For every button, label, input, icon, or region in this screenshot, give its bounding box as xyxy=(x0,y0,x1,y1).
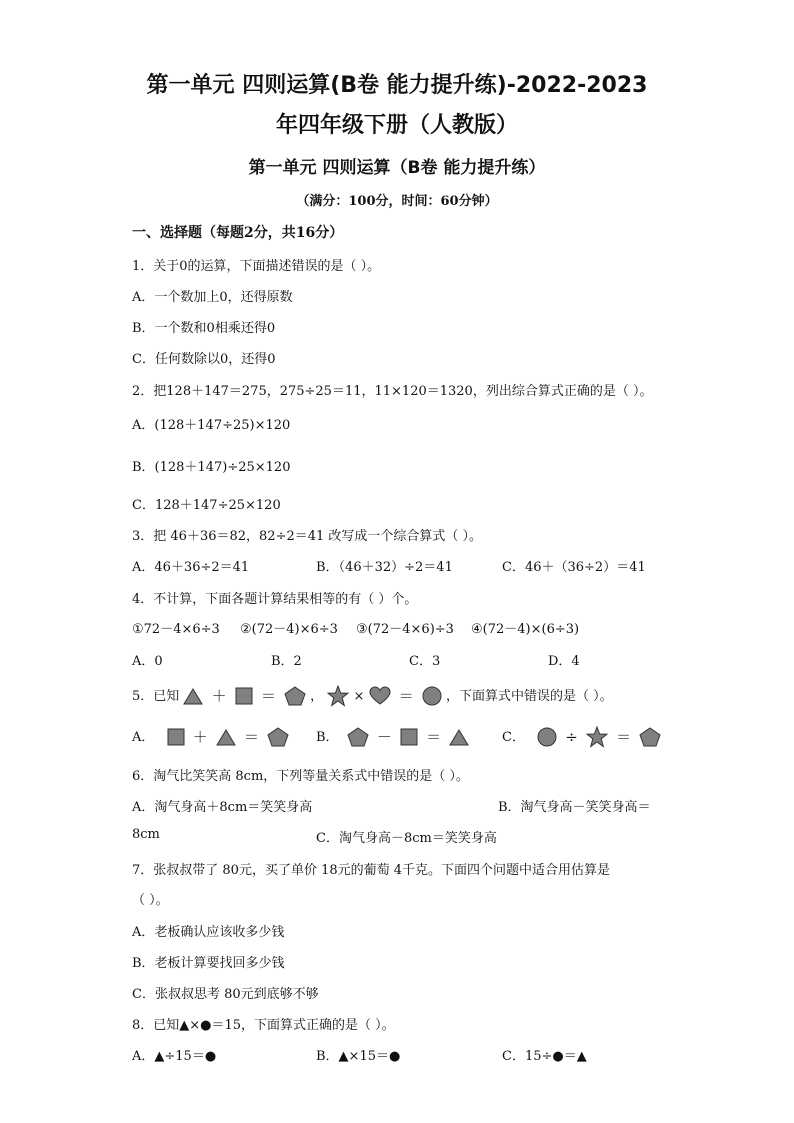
star-icon xyxy=(586,726,608,748)
equals-sign: ＝ xyxy=(398,687,414,705)
square-icon xyxy=(167,728,185,746)
equals-sign: ＝ xyxy=(426,728,442,746)
q2-stem: 2．把128＋147＝275，275÷25＝11，11×120＝1320，列出综合算式正确的是（ ）。 xyxy=(132,384,653,399)
q4-stem: 4．不计算，下面各题计算结果相等的有（ ）个。 xyxy=(132,592,418,607)
section-heading: 一、选择题（每题2分，共16分） xyxy=(132,225,344,241)
triangle-icon xyxy=(449,728,469,746)
q7-stem: 7．张叔叔带了 80元，买了单价 18元的葡萄 4千克。下面四个问题中适合用估算是 xyxy=(132,863,611,878)
q5-option-b xyxy=(316,725,469,749)
pentagon-icon xyxy=(347,727,369,747)
q7-stem-continued: （ ）。 xyxy=(132,893,169,908)
q8-option-b: B．▲×15＝● xyxy=(316,1049,401,1064)
q3-stem: 3．把 46＋36＝82，82÷2＝41 改写成一个综合算式（ ）。 xyxy=(132,529,483,544)
q2-option-c: C．128＋147÷25×120 xyxy=(132,498,281,513)
q4-option-c: C．3 xyxy=(409,654,441,669)
triangle-icon xyxy=(183,687,203,705)
q2-option-b: B．(128＋147)÷25×120 xyxy=(132,460,291,475)
score-time: （满分：100分，时间：60分钟） xyxy=(296,194,498,209)
pentagon-icon xyxy=(639,727,661,747)
q3-option-c: C．46＋（36÷2）＝41 xyxy=(502,560,646,575)
q3-option-b: B．（46＋32）÷2＝41 xyxy=(316,560,453,575)
divide-sign: ÷ xyxy=(565,728,578,746)
q7-option-c: C．张叔叔思考 80元到底够不够 xyxy=(132,987,319,1002)
q5-stem xyxy=(132,684,613,708)
q5-option-a xyxy=(132,725,289,749)
q8-option-a: A．▲÷15＝● xyxy=(132,1049,217,1064)
q6-option-a: A．淘气身高＋8cm＝笑笑身高 xyxy=(132,800,313,815)
option-label: B． xyxy=(316,729,339,745)
equals-sign: ＝ xyxy=(243,728,259,746)
minus-sign: － xyxy=(376,728,392,746)
q6-option-b: B．淘气身高－笑笑身高＝ xyxy=(498,800,651,815)
q3-option-a: A．46＋36÷2＝41 xyxy=(132,560,250,575)
q4-expr-3: ③(72－4×6)÷3 xyxy=(356,622,454,637)
plus-sign: ＋ xyxy=(192,728,208,746)
page-subtitle: 第一单元 四则运算（B卷 能力提升练） xyxy=(248,158,546,178)
q4-option-d: D．4 xyxy=(548,654,580,669)
q1-stem: 1．关于0的运算，下面描述错误的是（ ）。 xyxy=(132,259,381,274)
q6-option-c: C．淘气身高－8cm＝笑笑身高 xyxy=(316,831,497,846)
circle-icon xyxy=(422,686,442,706)
q1-option-c: C．任何数除以0，还得0 xyxy=(132,352,276,367)
square-icon xyxy=(400,728,418,746)
q1-option-b: B．一个数和0相乘还得0 xyxy=(132,321,276,336)
q5-option-c xyxy=(502,725,661,749)
q8-stem: 8．已知▲×●＝15，下面算式正确的是（ ）。 xyxy=(132,1018,395,1033)
q4-expr-1: ①72－4×6÷3 xyxy=(132,622,220,637)
circle-icon xyxy=(537,727,557,747)
plus-sign: ＋ xyxy=(211,687,227,705)
heart-icon xyxy=(369,686,391,706)
option-label: C． xyxy=(502,729,525,745)
q7-option-a: A．老板确认应该收多少钱 xyxy=(132,925,285,940)
q8-option-c: C．15÷●＝▲ xyxy=(502,1049,587,1064)
q4-option-b: B．2 xyxy=(271,654,302,669)
page-title-line1: 第一单元 四则运算(B卷 能力提升练)-2022-2023 xyxy=(146,73,648,98)
q6-option-b-continued: 8cm xyxy=(132,827,160,842)
pentagon-icon xyxy=(267,727,289,747)
page-title-line2: 年四年级下册（人教版） xyxy=(275,113,518,138)
q4-expr-2: ②(72－4)×6÷3 xyxy=(240,622,338,637)
q1-option-a: A．一个数加上0，还得原数 xyxy=(132,290,293,305)
pentagon-icon xyxy=(284,686,306,706)
q7-option-b: B．老板计算要找回多少钱 xyxy=(132,956,285,971)
equals-sign: ＝ xyxy=(260,687,276,705)
triangle-icon xyxy=(216,728,236,746)
q2-option-a: A．(128＋147÷25)×120 xyxy=(132,418,291,433)
square-icon xyxy=(235,687,253,705)
times-sign: × xyxy=(353,688,365,704)
option-label: A． xyxy=(132,729,155,745)
comma: ， xyxy=(310,688,324,704)
star-icon xyxy=(327,685,349,707)
q5-prefix: 5．已知 xyxy=(132,688,180,704)
q5-suffix: ，下面算式中错误的是（ ）。 xyxy=(445,688,613,704)
q6-stem: 6．淘气比笑笑高 8cm，下列等量关系式中错误的是（ ）。 xyxy=(132,769,469,784)
q4-expr-4: ④(72－4)×(6÷3) xyxy=(471,622,580,637)
equals-sign: ＝ xyxy=(616,728,632,746)
q4-option-a: A．0 xyxy=(132,654,163,669)
